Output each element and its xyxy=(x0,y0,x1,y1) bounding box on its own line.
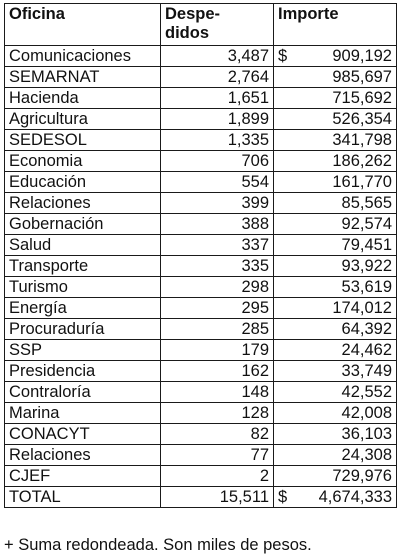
table-row xyxy=(5,235,397,256)
office-name: Procuraduría xyxy=(5,319,161,340)
office-name: Contraloría xyxy=(5,382,161,403)
layoffs-count: 148 xyxy=(161,382,274,403)
layoffs-count: 337 xyxy=(161,235,274,256)
layoffs-count: 335 xyxy=(161,256,274,277)
office-name: Relaciones xyxy=(5,193,161,214)
header-amount: Importe xyxy=(274,4,397,46)
amount-value: 341,798 xyxy=(332,131,392,149)
layoffs-count: 2,764 xyxy=(161,67,274,88)
header-row xyxy=(5,4,397,46)
office-name: Transporte xyxy=(5,256,161,277)
table-row xyxy=(5,151,397,172)
layoffs-count: 3,487 xyxy=(161,46,274,67)
table-row xyxy=(5,214,397,235)
table-row xyxy=(5,67,397,88)
layoffs-count: 128 xyxy=(161,403,274,424)
amount-cell xyxy=(274,466,397,487)
layoffs-count: 388 xyxy=(161,214,274,235)
office-name: SEDESOL xyxy=(5,130,161,151)
header-layoffs xyxy=(161,4,274,46)
amount-value: 729,976 xyxy=(332,467,392,485)
currency-symbol: $ xyxy=(278,47,288,65)
table-row xyxy=(5,88,397,109)
office-name: SEMARNAT xyxy=(5,67,161,88)
amount-value: 92,574 xyxy=(341,215,392,233)
office-name: Gobernación xyxy=(5,214,161,235)
table-row xyxy=(5,256,397,277)
layoffs-count: 1,335 xyxy=(161,130,274,151)
layoffs-count: 2 xyxy=(161,466,274,487)
table-row xyxy=(5,340,397,361)
amount-cell xyxy=(274,277,397,298)
amount-value: 715,692 xyxy=(332,89,392,107)
amount-value: 526,354 xyxy=(332,110,392,128)
table-row xyxy=(5,361,397,382)
amount-cell xyxy=(274,151,397,172)
office-name: Economia xyxy=(5,151,161,172)
layoffs-count: 1,899 xyxy=(161,109,274,130)
layoffs-count: 298 xyxy=(161,277,274,298)
layoffs-count: 179 xyxy=(161,340,274,361)
amount-value: 79,451 xyxy=(341,236,392,254)
amount-cell xyxy=(274,109,397,130)
table-row xyxy=(5,193,397,214)
amount-cell xyxy=(274,193,397,214)
table-row xyxy=(5,46,397,67)
table-row xyxy=(5,109,397,130)
office-name: Presidencia xyxy=(5,361,161,382)
amount-value: 985,697 xyxy=(332,68,392,86)
amount-value: 174,012 xyxy=(332,299,392,317)
table-row xyxy=(5,172,397,193)
office-name: SSP xyxy=(5,340,161,361)
layoffs-count: 554 xyxy=(161,172,274,193)
office-name: Hacienda xyxy=(5,88,161,109)
amount-cell xyxy=(274,361,397,382)
office-name: Turismo xyxy=(5,277,161,298)
table-row xyxy=(5,298,397,319)
table-row xyxy=(5,445,397,466)
layoffs-count: 77 xyxy=(161,445,274,466)
amount-value: 24,462 xyxy=(341,341,392,359)
amount-value: 33,749 xyxy=(341,362,392,380)
table-row xyxy=(5,424,397,445)
total-amount: 4,674,333 xyxy=(318,488,392,506)
layoffs-count: 285 xyxy=(161,319,274,340)
layoffs-count: 706 xyxy=(161,151,274,172)
total-layoffs: 15,511 xyxy=(161,487,274,508)
amount-cell xyxy=(274,256,397,277)
amount-value: 53,619 xyxy=(341,278,392,296)
total-label: TOTAL xyxy=(5,487,161,508)
amount-value: 186,262 xyxy=(332,152,392,170)
table-row xyxy=(5,319,397,340)
table-footer xyxy=(5,487,397,508)
layoffs-count: 399 xyxy=(161,193,274,214)
amount-value: 24,308 xyxy=(341,446,392,464)
amount-value: 909,192 xyxy=(332,47,392,65)
header-office: Oficina xyxy=(5,4,161,46)
office-name: Energía xyxy=(5,298,161,319)
currency-symbol: $ xyxy=(278,488,288,506)
table-body xyxy=(5,46,397,487)
header-layoffs-line1: Despe- xyxy=(165,5,221,23)
amount-cell xyxy=(274,172,397,193)
layoffs-count: 1,651 xyxy=(161,88,274,109)
footnote: + Suma redondeada. Son miles de pesos. xyxy=(4,536,312,554)
office-name: Marina xyxy=(5,403,161,424)
amount-cell xyxy=(274,46,397,67)
office-name: Educación xyxy=(5,172,161,193)
amount-value: 93,922 xyxy=(341,257,392,275)
table-row xyxy=(5,466,397,487)
office-name: Salud xyxy=(5,235,161,256)
office-name: Agricultura xyxy=(5,109,161,130)
amount-cell xyxy=(274,214,397,235)
layoffs-count: 162 xyxy=(161,361,274,382)
amount-cell xyxy=(274,67,397,88)
header-layoffs-line2: didos xyxy=(165,24,209,42)
total-row xyxy=(5,487,397,508)
amount-cell xyxy=(274,130,397,151)
amount-cell xyxy=(274,298,397,319)
amount-cell xyxy=(274,382,397,403)
table-header xyxy=(5,4,397,46)
table-row xyxy=(5,277,397,298)
amount-cell xyxy=(274,424,397,445)
amount-cell xyxy=(274,319,397,340)
layoffs-count: 295 xyxy=(161,298,274,319)
amount-cell xyxy=(274,340,397,361)
office-name: CONACYT xyxy=(5,424,161,445)
amount-value: 85,565 xyxy=(341,194,392,212)
office-name: Comunicaciones xyxy=(5,46,161,67)
table-row xyxy=(5,130,397,151)
total-amount-cell xyxy=(274,487,397,508)
amount-cell xyxy=(274,235,397,256)
office-name: Relaciones xyxy=(5,445,161,466)
table-row xyxy=(5,403,397,424)
layoffs-table-container xyxy=(4,3,397,508)
layoffs-table xyxy=(4,3,397,508)
layoffs-count: 82 xyxy=(161,424,274,445)
amount-value: 64,392 xyxy=(341,320,392,338)
amount-value: 42,008 xyxy=(341,404,392,422)
amount-cell xyxy=(274,88,397,109)
amount-value: 161,770 xyxy=(332,173,392,191)
amount-cell xyxy=(274,445,397,466)
amount-value: 36,103 xyxy=(341,425,392,443)
office-name: CJEF xyxy=(5,466,161,487)
amount-cell xyxy=(274,403,397,424)
table-row xyxy=(5,382,397,403)
amount-value: 42,552 xyxy=(341,383,392,401)
